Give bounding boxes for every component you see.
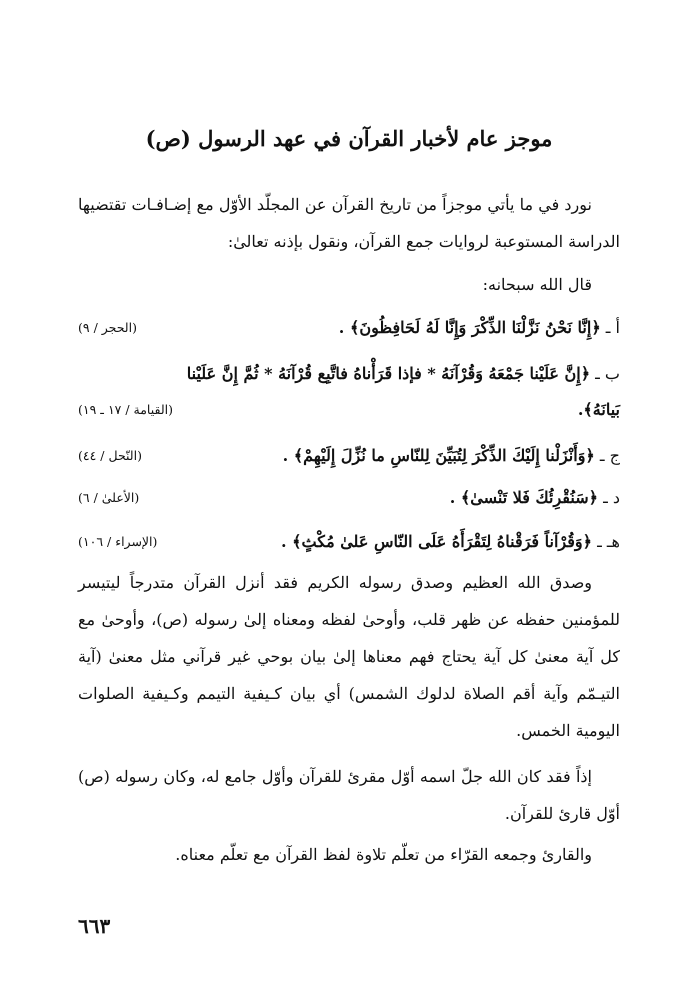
verse-text: ﴿سَنُقْرِئُكَ فَلا تَنْسىٰ﴾ . [449, 488, 598, 507]
verse-text: ﴿إِنَّا نَحْنُ نَزَّلْنَا الذِّكْرَ وَإِنَّا لَهُ لَحَافِظُونَ﴾ . [338, 318, 601, 337]
verse-reference: (الإسراء / ١٠٦) [78, 534, 158, 549]
verse-label: أ ـ [605, 318, 620, 337]
verse-d [450, 480, 620, 516]
verse-text: ﴿وَأَنْزَلْنا إِلَيْكَ الذِّكْرَ لِتُبَيِّنَ لِلنّاسِ ما نُزِّلَ إِلَيْهِمْ﴾ . [282, 446, 595, 465]
body-paragraph-2: إذاً فقد كان الله جلّ اسمه أوّل مقرئ للقرآن وأوّل جامع له، وكان رسوله (ص) أوّل قارئ للقرآن. [78, 767, 620, 823]
verse-row-b [78, 356, 620, 392]
verse-row-c [78, 438, 620, 474]
body-paragraph-1: وصدق الله العظيم وصدق رسوله الكريم فقد أنزل القرآن متدرجاً ليتيسر للمؤمنين حفظه عن ظهر قلب، وأوحىٰ لفظه ومعناه إلىٰ رسوله (ص)، وأوحىٰ مع كل آية معنىٰ كل آية يحتاج فهم معناها إلىٰ بيان بوحي غير قرآني مثل معنىٰ (آية التيـمّم وآية أقم الصلاة لدلوك الشمس) أي بيان كـيفية التيمم وكـيفية الصلوات اليومية الخمس. [78, 573, 621, 740]
verse-reference: (الحجر / ٩) [78, 320, 137, 335]
qala-line: قال الله سبحانه: [482, 275, 592, 294]
verse-reference: (القيامة / ١٧ ـ ١٩) [78, 402, 173, 417]
verse-row-b-continued [78, 392, 620, 428]
verse-label: ج ـ [599, 446, 620, 465]
verse-row-e [78, 524, 620, 560]
verse-row-a [78, 310, 620, 346]
verse-e [281, 524, 620, 560]
intro-paragraph: نورد في ما يأتي موجزاً من تاريخ القرآن عن المجلّد الأوّل مع إضـافـات تقتضيها الدراسة المستوعبة لروايات جمع القرآن، ونقول بإذنه تعالىٰ: [78, 195, 620, 251]
verse-label: ب ـ [595, 364, 620, 383]
body-paragraph-3: والقارئ وجمعه القرّاء من تعلّم تلاوة لفظ القرآن مع تعلّم معناه. [175, 845, 592, 864]
verse-reference: (الأعلىٰ / ٦) [78, 490, 140, 505]
verse-row-d [78, 480, 620, 516]
page-number: ٦٦٣ [78, 914, 111, 938]
verse-b [187, 356, 620, 392]
page-title: موجز عام لأخبار القرآن في عهد الرسول (ص) [145, 126, 553, 151]
verse-a [339, 310, 620, 346]
verse-text: ﴿إِنَّ عَلَيْنا جَمْعَهُ وَقُرْآنَهُ * فإذا قَرَأْناهُ فاتَّبِع قُرْآنَهُ * ثُمَّ إِنَّ عَلَيْنا [186, 364, 591, 383]
verse-text: بَيانَهُ﴾. [577, 400, 620, 419]
verse-c [283, 438, 620, 474]
verse-label: هـ ـ [597, 532, 620, 551]
verse-reference: (النّحل / ٤٤) [78, 448, 142, 463]
verse-label: د ـ [603, 488, 620, 507]
verse-text: ﴿وَقُرْآناً فَرَقْناهُ لِتَقْرَأَهُ عَلَى النّاسِ عَلىٰ مُكْثٍ﴾ . [281, 532, 592, 551]
verse-b-continued [578, 392, 620, 428]
